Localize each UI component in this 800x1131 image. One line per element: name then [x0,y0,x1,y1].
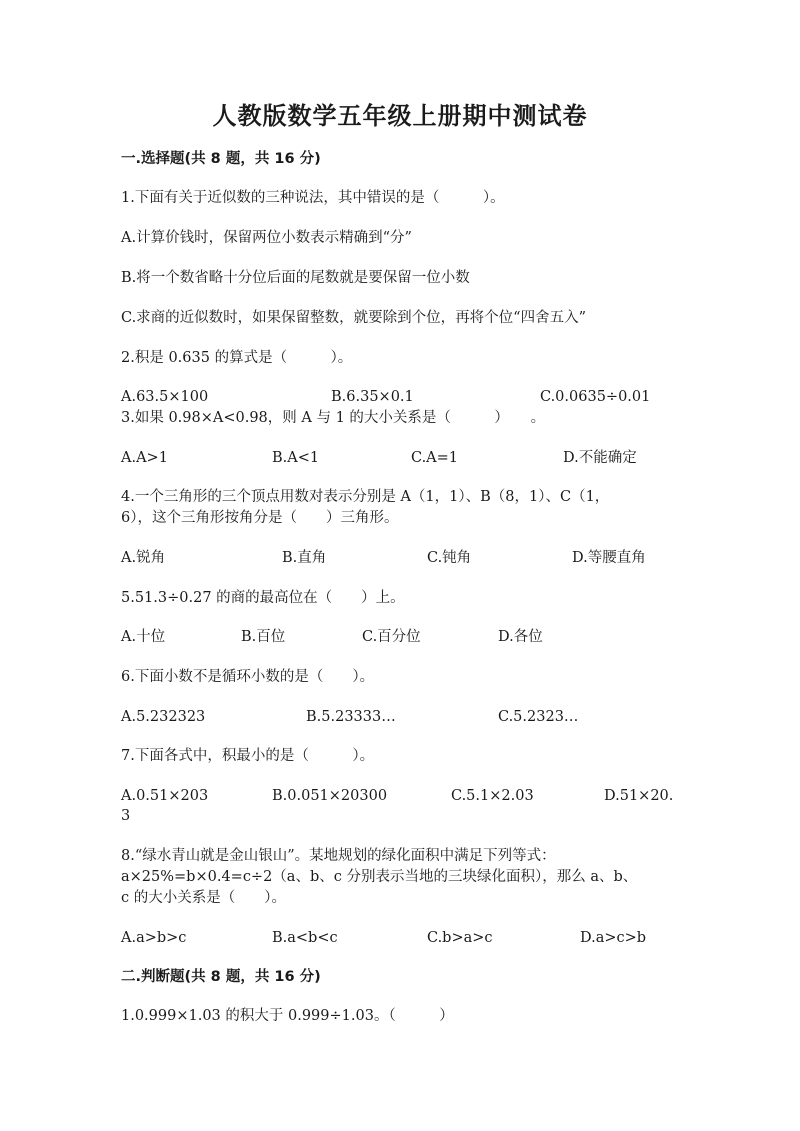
question-8-option-b: B.a<b<c [272,930,338,946]
question-1-option-a: A.计算价钱时，保留两位小数表示精确到“分” [121,230,412,246]
question-5-stem: 5.51.3÷0.27 的商的最高位在（ ）上。 [121,590,405,606]
question-4-stem-line1: 4.一个三角形的三个顶点用数对表示分别是 A（1，1）、B（8，1）、C（1， [121,489,610,505]
question-2-option-b: B.6.35×0.1 [331,389,414,405]
question-5-option-d: D.各位 [498,629,543,645]
question-5-option-c: C.百分位 [362,629,421,645]
question-8-option-a: A.a>b>c [121,930,187,946]
question-1-option-b: B.将一个数省略十分位后面的尾数就是要保留一位小数 [121,270,470,286]
question-2-option-c: C.0.0635÷0.01 [540,389,651,405]
question-6-option-c: C.5.2323… [498,709,579,725]
question-3-option-b: B.A<1 [272,450,320,466]
question-4-option-b: B.直角 [282,550,327,566]
question-6-stem: 6.下面小数不是循环小数的是（ ）。 [121,669,375,685]
question-7-option-d: D.51×20. [604,788,674,804]
question-1-stem: 1.下面有关于近似数的三种说法，其中错误的是（ ）。 [121,190,505,206]
question-3-option-c: C.A=1 [411,450,459,466]
question-1-option-c: C.求商的近似数时，如果保留整数，就要除到个位，再将个位“四舍五入” [121,310,587,326]
question-8-stem-line2: a×25%=b×0.4=c÷2（a、b、c 分别表示当地的三块绿化面积），那么 a、b、 [121,869,638,885]
question-4-option-d: D.等腰直角 [572,550,646,566]
question-3-option-d: D.不能确定 [563,450,637,466]
question-7-option-c: C.5.1×2.03 [451,788,534,804]
question-7-option-b: B.0.051×20300 [272,788,388,804]
question-8-option-d: D.a>c>b [580,930,647,946]
question-7-option-d-wrap: 3 [121,808,131,824]
question-5-option-a: A.十位 [121,629,166,645]
question-3-option-a: A.A>1 [121,450,168,466]
question-6-option-b: B.5.23333… [306,709,396,725]
judgment-1-stem: 1.0.999×1.03 的积大于 0.999÷1.03。（ ） [121,1008,454,1024]
section-heading-judgment: 二.判断题(共 8 题，共 16 分) [121,969,321,985]
question-4-option-c: C.钝角 [427,550,472,566]
section-heading-choice: 一.选择题(共 8 题，共 16 分) [121,151,321,167]
question-8-stem-line1: 8.“绿水青山就是金山银山”。某地规划的绿化面积中满足下列等式： [121,848,556,864]
question-7-option-a: A.0.51×203 [121,788,209,804]
question-7-stem: 7.下面各式中，积最小的是（ ）。 [121,748,375,764]
question-4-option-a: A.锐角 [121,550,166,566]
question-8-stem-line3: c 的大小关系是（ ）。 [121,890,286,906]
question-2-option-a: A.63.5×100 [121,389,209,405]
question-5-option-b: B.百位 [241,629,286,645]
page-title: 人教版数学五年级上册期中测试卷 [212,102,588,130]
question-2-stem: 2.积是 0.635 的算式是（ ）。 [121,350,353,366]
question-3-stem: 3.如果 0.98×A<0.98，则 A 与 1 的大小关系是（ ） 。 [121,410,546,426]
question-8-option-c: C.b>a>c [427,930,493,946]
question-4-stem-line2: 6），这个三角形按角分是（ ）三角形。 [121,510,399,526]
question-6-option-a: A.5.232323 [121,709,206,725]
